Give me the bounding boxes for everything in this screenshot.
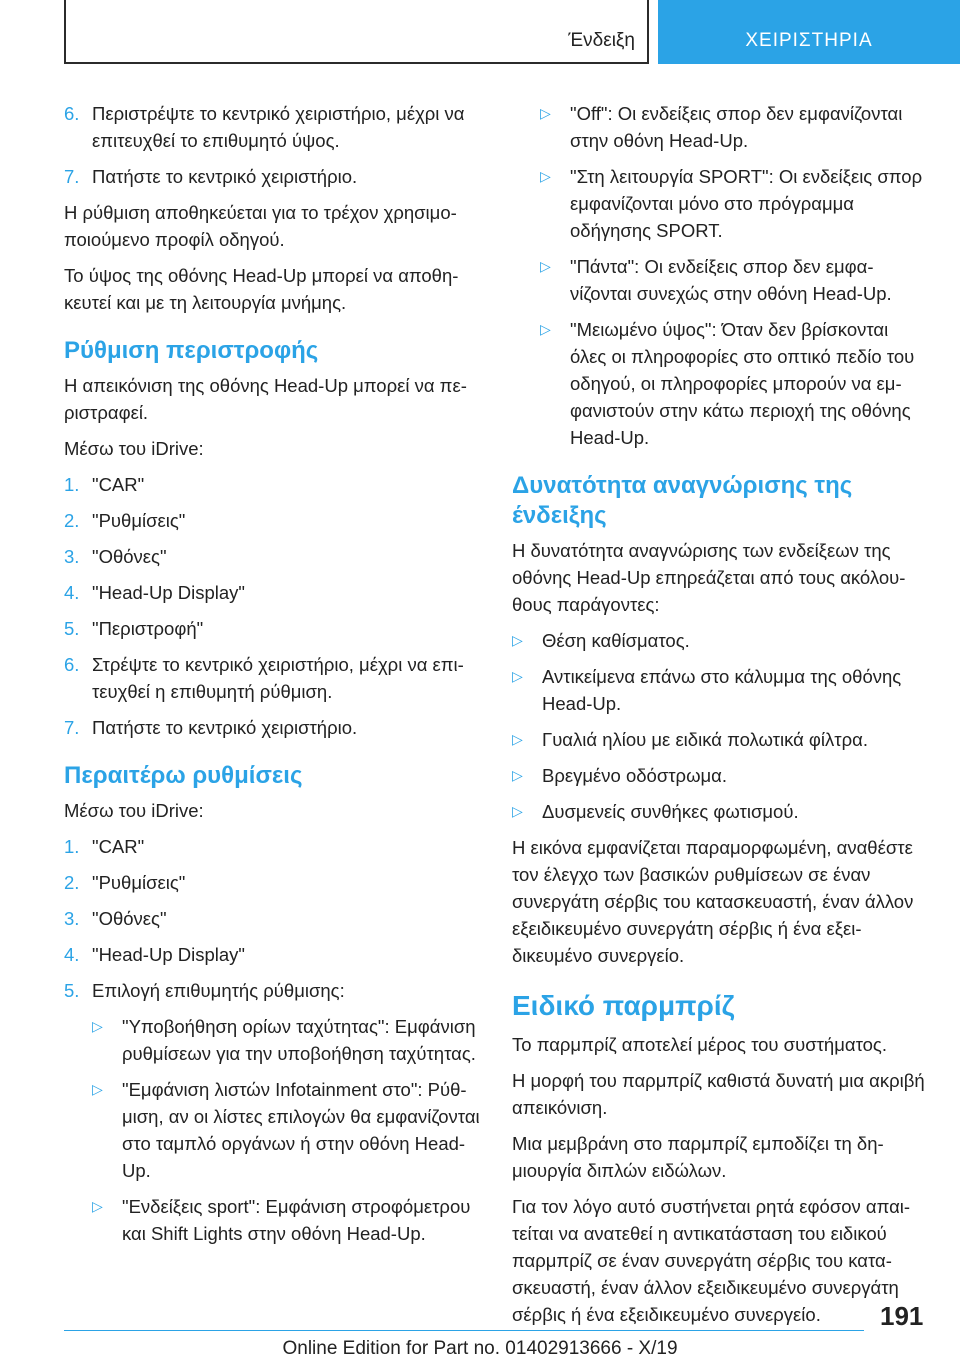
option-text: "Ενδείξεις sport": Εμφάνιση στροφόμετρου και Shift Lights στην οθόνη Head-Up. xyxy=(122,1196,471,1244)
step-text: "Ρυθμίσεις" xyxy=(92,510,186,531)
paragraph: Η μορφή του παρμπρίζ καθιστά δυνατή μια ακριβή απεικόνιση. xyxy=(512,1070,925,1118)
step-number: 3. xyxy=(64,546,80,567)
paragraph: Μια μεμβράνη στο παρμπρίζ εμποδίζει τη δημιουργία διπλών ειδώλων. xyxy=(512,1133,884,1181)
step-number: 6. xyxy=(64,103,80,124)
step-text: "CAR" xyxy=(92,474,145,495)
step-text: "Οθόνες" xyxy=(92,908,167,929)
option-text: "Υποβοήθηση ορίων ταχύτητας": Εμφάνιση ρυθμίσεων για την υποβοήθηση ταχύτητας. xyxy=(122,1016,476,1064)
section-heading-rotation: Ρύθμιση περιστροφής xyxy=(64,337,319,364)
step-number: 1. xyxy=(64,474,80,495)
factor-text: Αντικείμενα επάνω στο κάλυμμα της οθόνης Head-Up. xyxy=(542,666,902,714)
section-heading-more-settings: Περαιτέρω ρυθμίσεις xyxy=(64,762,303,789)
paragraph: Μέσω του iDrive: xyxy=(64,800,204,821)
step-number: 5. xyxy=(64,980,80,1001)
step-number: 4. xyxy=(64,944,80,965)
step-number: 5. xyxy=(64,618,80,639)
paragraph: Η απεικόνιση της οθόνης Head-Up μπορεί να περιστραφεί. xyxy=(64,375,467,423)
right-column xyxy=(512,100,927,1337)
step-text: Στρέψτε το κεντρικό χειριστήριο, μέχρι να επιτευχθεί η επιθυμητή ρύθμιση. xyxy=(92,654,464,702)
header-chapter-tab xyxy=(658,0,960,64)
triangle-bullet-icon: ▷ xyxy=(512,632,523,648)
header-section-label: Ένδειξη xyxy=(568,30,635,51)
factor-item xyxy=(512,798,927,825)
triangle-bullet-icon: ▷ xyxy=(540,168,551,184)
section-heading-windshield: Ειδικό παρμπρίζ xyxy=(512,990,735,1021)
option-text: "Εμφάνιση λιστών Infotainment στο": Ρύθμιση, αν οι λίστες επιλογών θα εμφανίζονται στο ταμπλό οργάνων ή στην οθόνη Head-Up. xyxy=(122,1079,480,1181)
step-item xyxy=(64,579,484,606)
paragraph: Η εικόνα εμφανίζεται παραμορφωμένη, αναθέστε τον έλεγχο των βασικών ρυθμίσεων σε έναν συνεργάτη σέρβις του κατασκευαστή, έναν άλλον εξειδικευμένο συνεργάτη σέρβις ή ένα εξειδικευμένο συνεργείο. xyxy=(512,837,914,966)
step-text: Πατήστε το κεντρικό χειριστήριο. xyxy=(92,166,358,187)
factor-item xyxy=(512,762,927,789)
triangle-bullet-icon: ▷ xyxy=(92,1018,103,1034)
paragraph: Για τον λόγο αυτό συστήνεται ρητά εφόσον απαιτείται να ανατεθεί η αντικατάσταση του ειδικού παρμπρίζ σε έναν συνεργάτη σέρβις του κατασκευαστή, έναν άλλον εξειδικευμένο συνεργάτη σέρβις ή ένα εξειδικευμένο συνεργείο. xyxy=(512,1196,911,1325)
option-text: "Πάντα": Οι ενδείξεις σπορ δεν εμφανίζονται συνεχώς στην οθόνη Head-Up. xyxy=(570,256,892,304)
triangle-bullet-icon: ▷ xyxy=(512,668,523,684)
step-item xyxy=(64,507,484,534)
factor-item xyxy=(512,627,927,654)
factor-text: Βρεγμένο οδόστρωμα. xyxy=(542,765,728,786)
step-text: "Περιστροφή" xyxy=(92,618,204,639)
factor-item xyxy=(512,663,927,717)
factor-item xyxy=(512,726,927,753)
option-item xyxy=(540,163,927,244)
option-text: "Off": Οι ενδείξεις σπορ δεν εμφανίζονται στην οθόνη Head-Up. xyxy=(570,103,903,151)
step-item xyxy=(64,100,484,154)
header-section-tab xyxy=(64,0,649,64)
step-text: Επιλογή επιθυμητής ρύθμισης: xyxy=(92,980,345,1001)
triangle-bullet-icon: ▷ xyxy=(540,258,551,274)
step-text: "Οθόνες" xyxy=(92,546,167,567)
step-item xyxy=(64,471,484,498)
step-number: 2. xyxy=(64,872,80,893)
header-chapter-label: ΧΕΙΡΙΣΤΗΡΙΑ xyxy=(745,30,873,51)
page-number: 191 xyxy=(880,1301,924,1331)
option-item xyxy=(540,100,927,154)
step-text: Πατήστε το κεντρικό χειριστήριο. xyxy=(92,717,358,738)
factor-text: Θέση καθίσματος. xyxy=(542,630,690,651)
option-item xyxy=(92,1076,484,1184)
factor-text: Δυσμενείς συνθήκες φωτισμού. xyxy=(542,801,799,822)
footer-divider xyxy=(64,1330,864,1331)
step-text: Περιστρέψτε το κεντρικό χειριστήριο, μέχρι να επιτευχθεί το επιθυμητό ύψος. xyxy=(92,103,465,151)
step-item xyxy=(64,977,484,1004)
triangle-bullet-icon: ▷ xyxy=(512,803,523,819)
triangle-bullet-icon: ▷ xyxy=(92,1198,103,1214)
step-text: "Head-Up Display" xyxy=(92,582,245,603)
paragraph: Μέσω του iDrive: xyxy=(64,438,204,459)
option-item xyxy=(92,1013,484,1067)
step-text: "Ρυθμίσεις" xyxy=(92,872,186,893)
step-item xyxy=(64,714,484,741)
triangle-bullet-icon: ▷ xyxy=(540,105,551,121)
step-item xyxy=(64,163,484,190)
step-number: 2. xyxy=(64,510,80,531)
step-number: 7. xyxy=(64,166,80,187)
step-item xyxy=(64,833,484,860)
paragraph: Η δυνατότητα αναγνώρισης των ενδείξεων της οθόνης Head-Up επηρεάζεται από τους ακόλουθους παράγοντες: xyxy=(512,540,906,615)
triangle-bullet-icon: ▷ xyxy=(512,731,523,747)
step-number: 1. xyxy=(64,836,80,857)
step-number: 6. xyxy=(64,654,80,675)
step-item xyxy=(64,869,484,896)
left-column xyxy=(64,100,484,1256)
step-number: 7. xyxy=(64,717,80,738)
triangle-bullet-icon: ▷ xyxy=(92,1081,103,1097)
triangle-bullet-icon: ▷ xyxy=(540,321,551,337)
option-text: "Στη λειτουργία SPORT": Οι ενδείξεις σπορ εμφανίζονται μόνο στο πρόγραμμα οδήγησης SPORT. xyxy=(570,166,923,241)
paragraph: Το ύψος της οθόνης Head-Up μπορεί να αποθηκευτεί και με τη λειτουργία μνήμης. xyxy=(64,265,459,313)
option-item xyxy=(540,253,927,307)
step-item xyxy=(64,651,484,705)
paragraph: Το παρμπρίζ αποτελεί μέρος του συστήματος. xyxy=(512,1034,887,1055)
step-number: 4. xyxy=(64,582,80,603)
paragraph: Η ρύθμιση αποθηκεύεται για το τρέχον χρησιμοποιούμενο προφίλ οδηγού. xyxy=(64,202,457,250)
option-item xyxy=(92,1193,484,1247)
option-item xyxy=(512,316,927,451)
triangle-bullet-icon: ▷ xyxy=(512,767,523,783)
option-text: "Μειωμένο ύψος": Όταν δεν βρίσκονται όλες οι πληροφορίες στο οπτικό πεδίο του οδηγού, οι πληροφορίες μπορούν να εμφανιστούν στην κάτω περιοχή της οθόνης Head-Up. xyxy=(570,319,915,448)
step-item xyxy=(64,615,484,642)
footer-edition: Online Edition for Part no. 01402913666 - X/19 xyxy=(282,1338,678,1359)
step-item xyxy=(64,941,484,968)
step-text: "Head-Up Display" xyxy=(92,944,245,965)
step-text: "CAR" xyxy=(92,836,145,857)
factor-text: Γυαλιά ηλίου με ειδικά πολωτικά φίλτρα. xyxy=(542,729,868,750)
step-item xyxy=(64,543,484,570)
step-item xyxy=(64,905,484,932)
section-heading-visibility: Δυνατότητα αναγνώρισης της ένδειξης xyxy=(512,472,853,529)
step-number: 3. xyxy=(64,908,80,929)
